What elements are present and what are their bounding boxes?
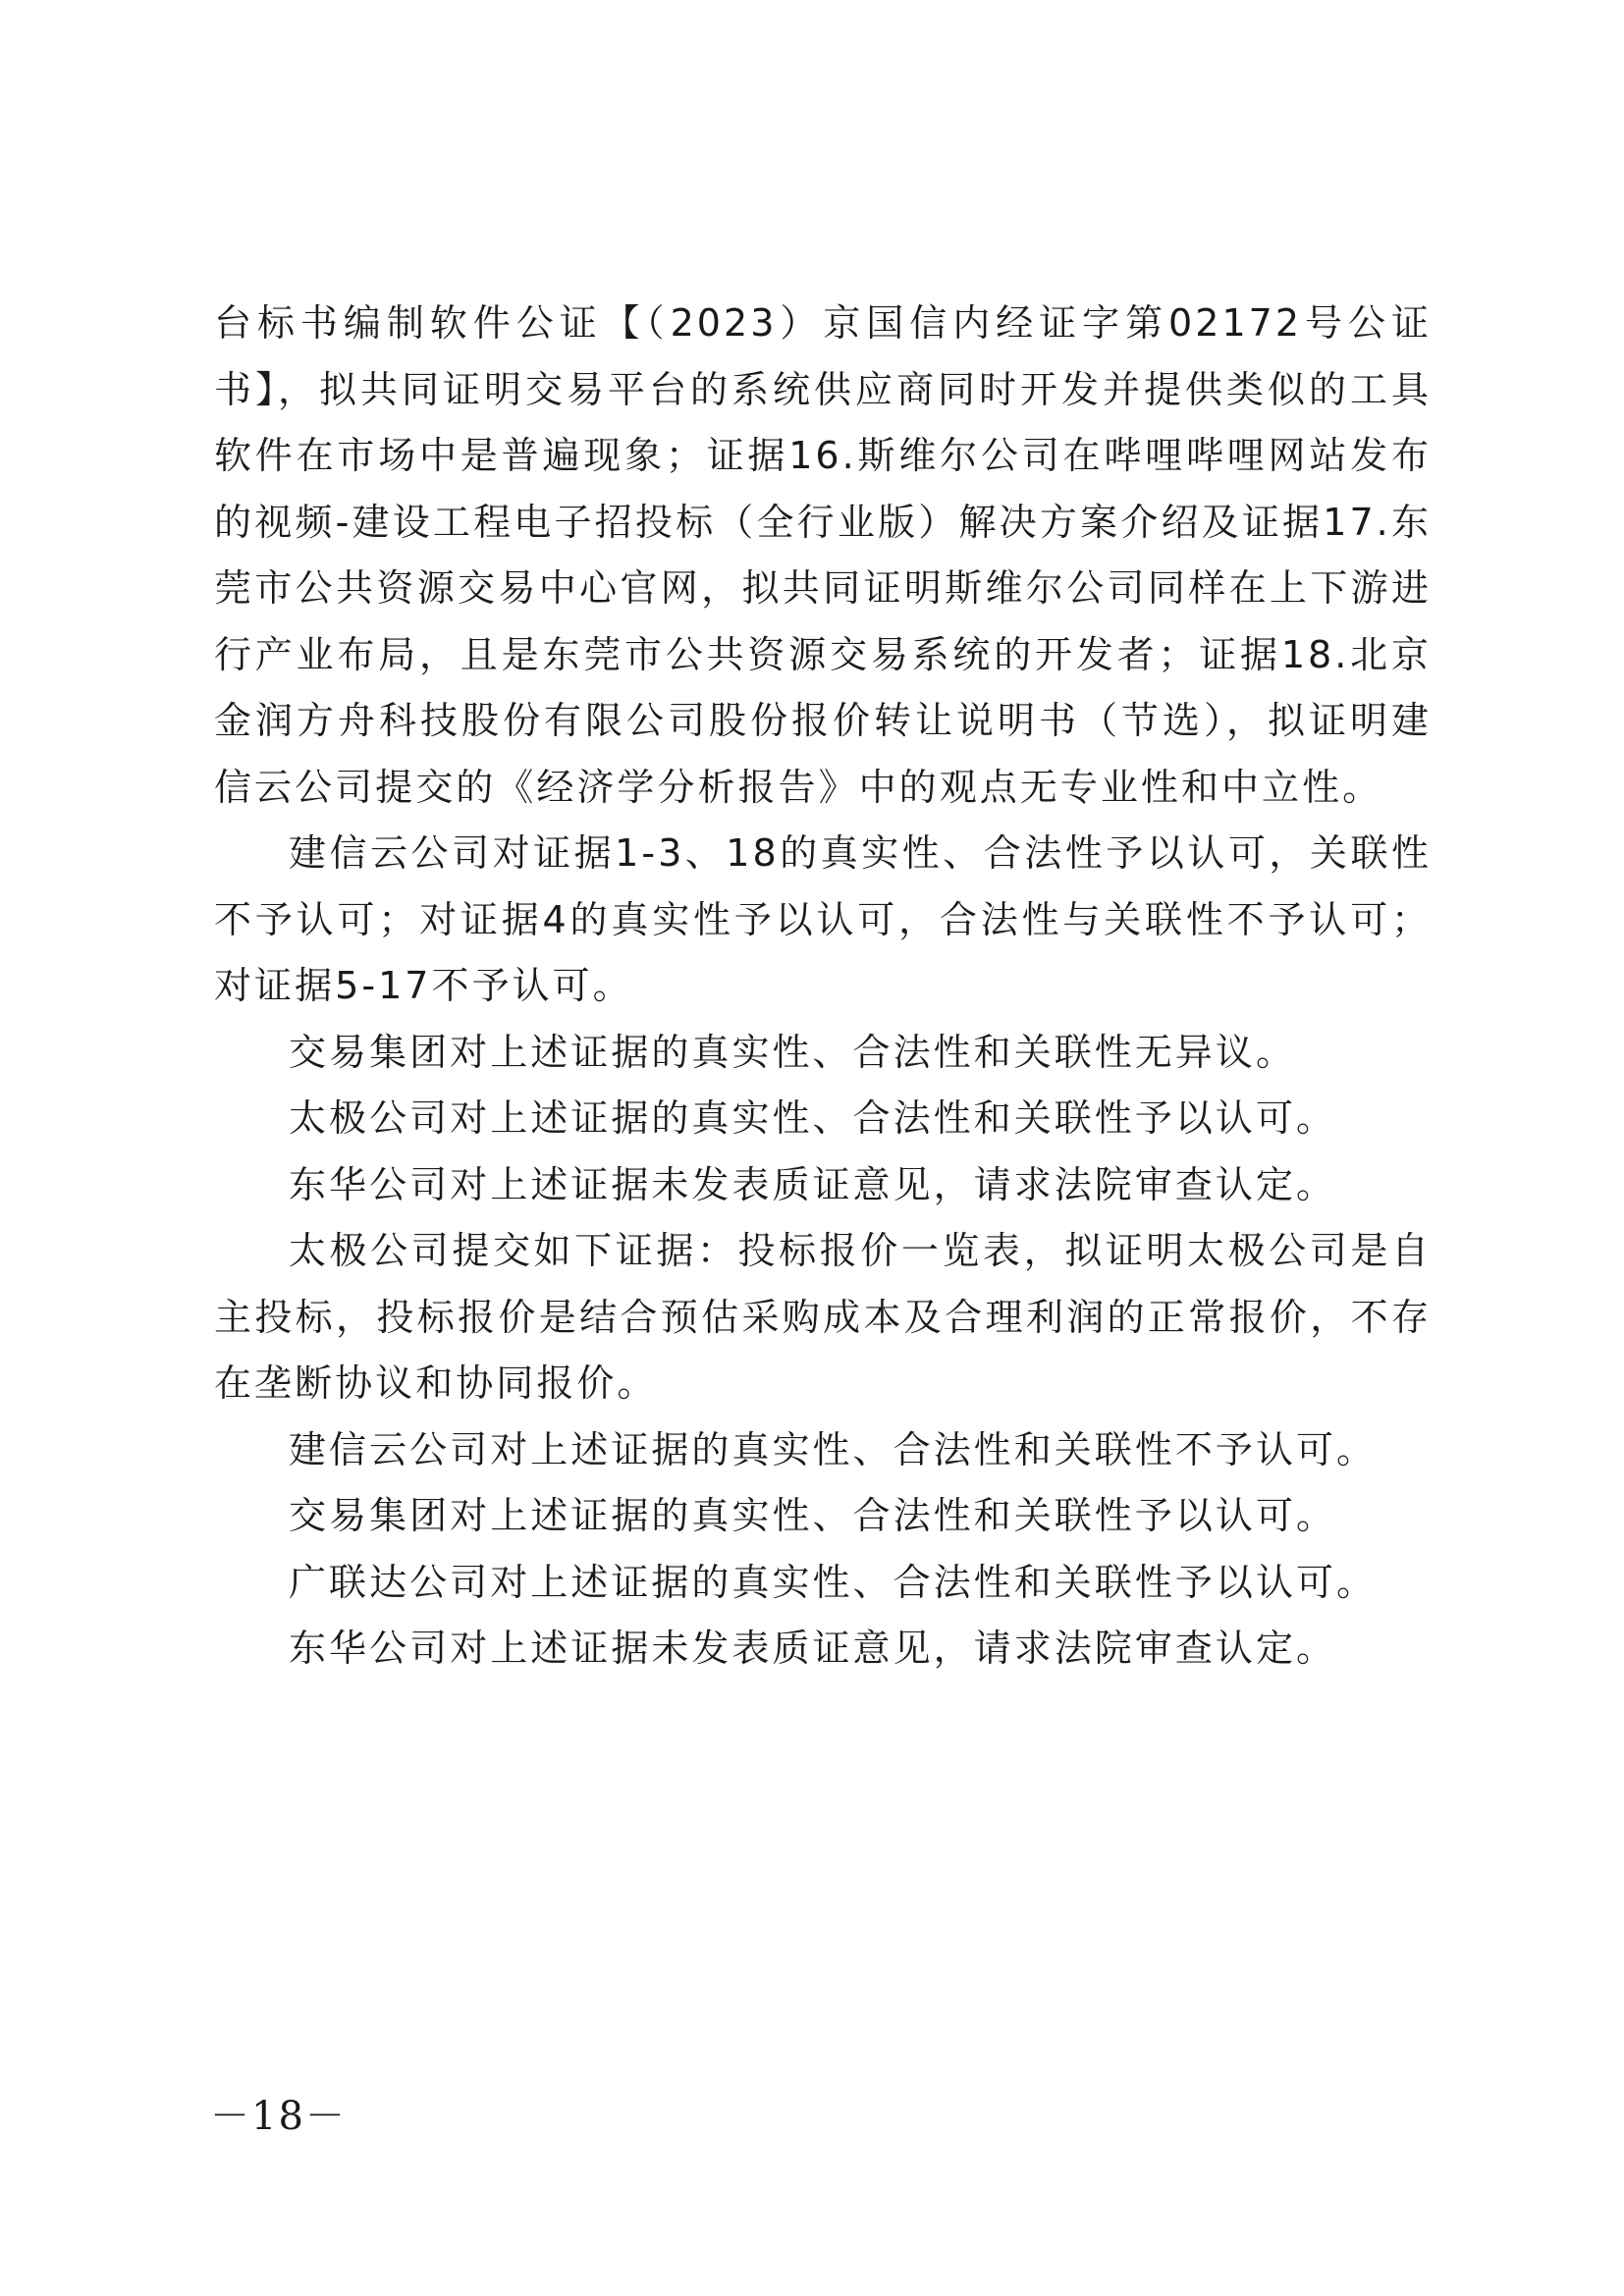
- paragraph-evidence-continuation: 台标书编制软件公证【（2023）京国信内经证字第02172号公证书】，拟共同证明交易平台的系统供应商同时开发并提供类似的工具软件在市场中是普遍现象；证据16.斯维尔公司在哔哩哔哩网站发布的视频-建设工程电子招投标（全行业版）解决方案介绍及证据17.东莞市公共资源交易中心官网，拟共同证明斯维尔公司同样在上下游进行产业布局，且是东莞市公共资源交易系统的开发者；证据18.北京金润方舟科技股份有限公司股份报价转让说明书（节选），拟证明建信云公司提交的《经济学分析报告》中的观点无专业性和中立性。: [214, 301, 1432, 809]
- page-number: －18－: [210, 2094, 347, 2139]
- paragraph-jianxinyun-opinion: 建信云公司对证据1-3、18的真实性、合法性予以认可，关联性不予认可；对证据4的真实性予以认可，合法性与关联性不予认可；对证据5-17不予认可。: [214, 831, 1432, 1007]
- paragraph-jiaoyi-group-opinion-2: 交易集团对上述证据的真实性、合法性和关联性予以认可。: [289, 1494, 1337, 1537]
- paragraph-taiji-opinion: 太极公司对上述证据的真实性、合法性和关联性予以认可。: [289, 1096, 1337, 1140]
- paragraph-donghua-opinion: 东华公司对上述证据未发表质证意见，请求法院审查认定。: [289, 1162, 1337, 1206]
- paragraph-taiji-evidence: 太极公司提交如下证据：投标报价一览表，拟证明太极公司是自主投标，投标报价是结合预估采购成本及合理利润的正常报价，不存在垄断协议和协同报价。: [214, 1229, 1432, 1405]
- paragraph-guanglianda-opinion: 广联达公司对上述证据的真实性、合法性和关联性予以认可。: [289, 1560, 1378, 1604]
- paragraph-jiaoyi-group-opinion: 交易集团对上述证据的真实性、合法性和关联性无异议。: [289, 1030, 1297, 1074]
- paragraph-donghua-opinion-2: 东华公司对上述证据未发表质证意见，请求法院审查认定。: [289, 1627, 1337, 1670]
- body-text: [214, 291, 1432, 1682]
- paragraph-jianxinyun-opinion-2: 建信云公司对上述证据的真实性、合法性和关联性不予认可。: [289, 1427, 1378, 1471]
